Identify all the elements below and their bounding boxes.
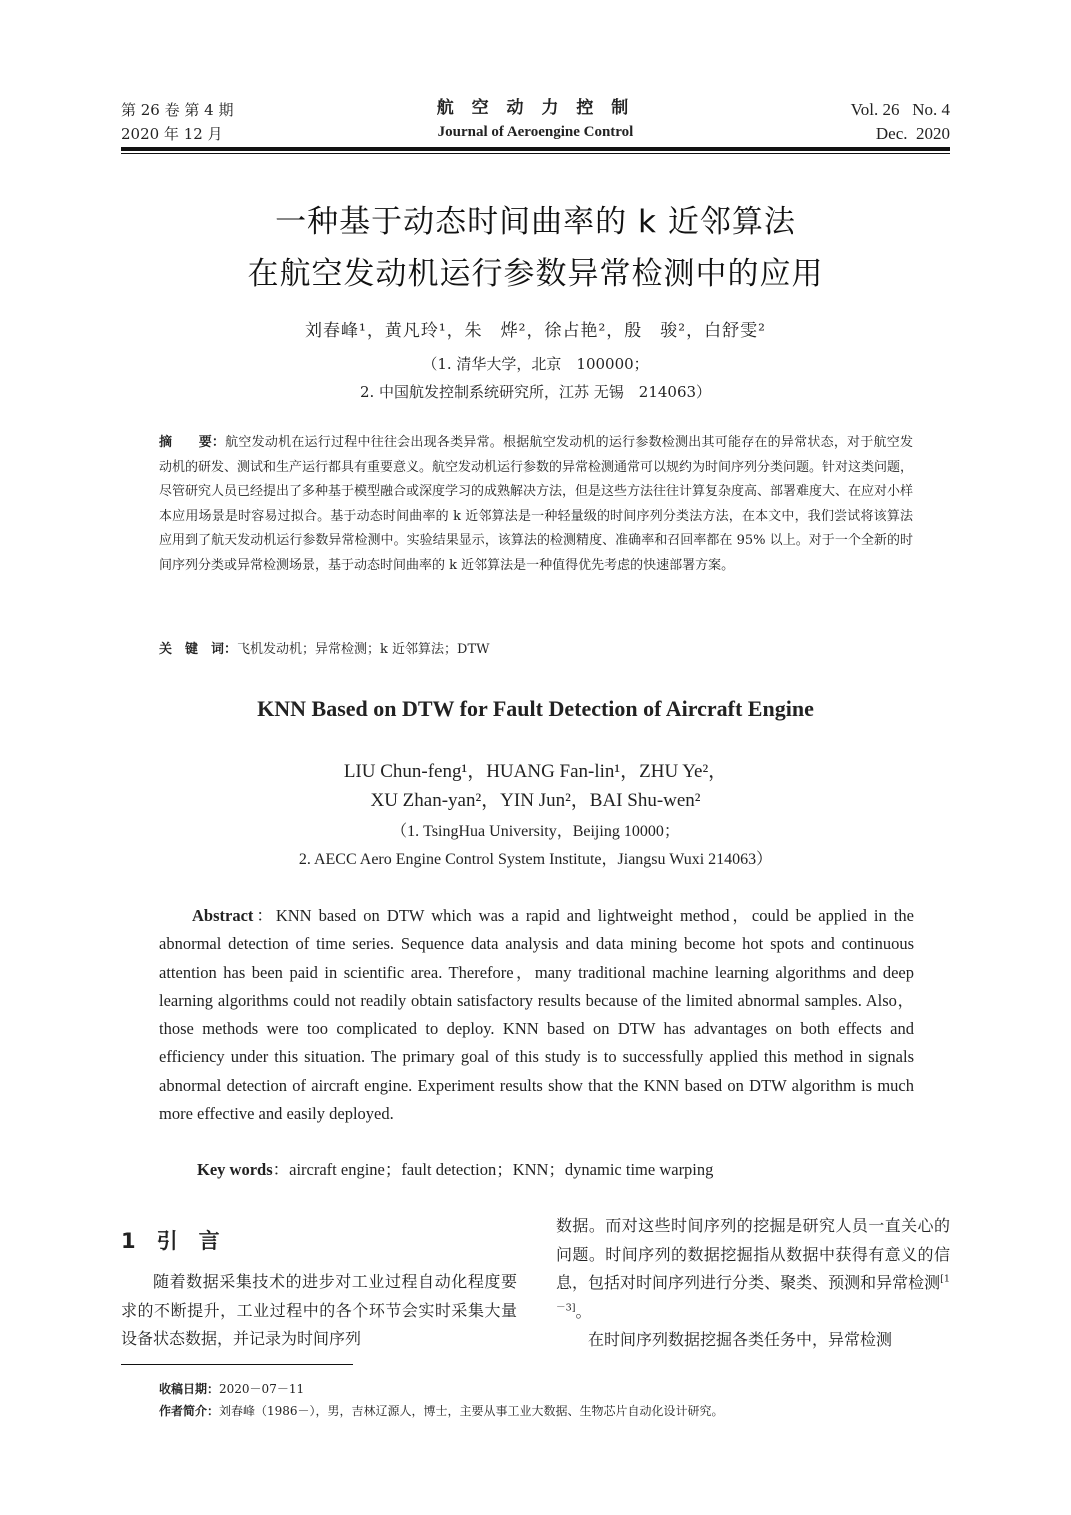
affiliation-en-1: （1. TsingHua University，Beijing 10000；	[391, 823, 680, 840]
abstract-cn	[159, 431, 913, 578]
footnote-rule	[121, 1364, 353, 1365]
keywords-cn-text: 飞机发动机；异常检测；k 近邻算法；DTW	[237, 642, 490, 657]
abstract-en-text: ：KNN based on DTW which was a rapid and lightweight method，could be applied in the abnormal detection of time series. Sequence data analysis and data mining become hot spots and continuous attention has been paid in scientific area. Therefore，many traditional machine learning algorithms and deep learning algorithms could not readily obtain satisfactory results because of the limited abnormal samples. Also，those methods were too complicated to deploy. KNN based on DTW has advantages on both effects and efficiency under this situation. The primary goal of this study is to successfully applied this method in signals abnormal detection of aircraft engine. Experiment results show that the KNN based on DTW algorithm is much more effective and easily deployed.	[159, 906, 914, 1124]
intro-text-right-end: 。	[575, 1301, 592, 1321]
footnote	[159, 1378, 949, 1422]
affiliations-en	[0, 818, 1071, 874]
body-left-column	[121, 1268, 517, 1354]
affiliation-1: （1. 清华大学，北京 100000；	[422, 355, 649, 373]
received-label: 收稿日期：	[159, 1382, 220, 1396]
author-bio-value: 刘春峰（1986－），男，吉林辽源人，博士，主要从事工业大数据、生物芯片自动化设计研究。	[219, 1404, 724, 1418]
abstract-en-label: Abstract	[192, 906, 254, 925]
volume-issue: 第 26 卷 第 4 期	[121, 101, 234, 119]
section-heading: 1 引 言	[121, 1229, 220, 1253]
intro-paragraph-right-2: 在时间序列数据挖掘各类任务中，异常检测	[588, 1330, 893, 1349]
abstract-cn-text: 航空发动机在运行过程中往往会出现各类异常。根据航空发动机的运行参数检测出其可能存在的异常状态，对于航空发动机的研发、测试和生产运行都具有重要意义。航空发动机运行参数的异常检测通常可以规约为时间序列分类问题。针对这类问题，尽管研究人员已经提出了多种基于模型融合或深度学习的成熟解决方法，但是这些方法往往计算复杂度高、部署难度大、在应对小样本应用场景是时容易过拟合。基于动态时间曲率的 k 近邻算法是一种轻量级的时间序列分类法方法，在本文中，我们尝试将该算法应用到了航天发动机运行参数异常检测中。实验结果显示，该算法的检测精度、准确率和召回率都在 95% 以上。对于一个全新的时间序列分类或异常检测场景，基于动态时间曲率的 k 近邻算法是一种值得优先考虑的快速部署方案。	[159, 435, 914, 573]
received-value: 2020－07－11	[219, 1382, 305, 1396]
authors-en	[0, 757, 1071, 815]
paper-title-cn	[0, 196, 1071, 300]
keywords-en-label: Key words	[197, 1160, 273, 1179]
keywords-en-text: ：aircraft engine；fault detection；KNN；dynamic time warping	[272, 1160, 714, 1179]
authors-en-line-2: XU Zhan-yan²，YIN Jun²，BAI Shu-wen²	[370, 790, 701, 811]
title-line-1: 一种基于动态时间曲率的 k 近邻算法	[275, 204, 796, 240]
body-right-column	[556, 1212, 950, 1355]
header-right	[851, 98, 950, 146]
author-bio-label: 作者简介：	[159, 1404, 220, 1418]
intro-paragraph-left: 随着数据采集技术的进步对工业过程自动化程度要求的不断提升，工业过程中的各个环节会实时采集大量设备状态数据，并记录为时间序列	[121, 1272, 517, 1348]
keywords-cn-label: 关 键 词：	[159, 642, 238, 657]
authors-en-line-1: LIU Chun-feng¹，HUANG Fan-lin¹，ZHU Ye²，	[343, 761, 728, 782]
keywords-en	[197, 1156, 917, 1184]
journal-name-en: Journal of Aeroengine Control	[437, 124, 634, 140]
citation-ref: [1－3]	[556, 1273, 950, 1314]
publication-date-en: Dec. 2020	[875, 124, 950, 143]
authors-cn: 刘春峰¹，黄凡玲¹，朱 烨²，徐占艳²，殷 骏²，白舒雯²	[305, 321, 766, 341]
journal-name-cn: 航 空 动 力 控 制	[436, 98, 635, 118]
abstract-en	[159, 902, 914, 1128]
publication-date: 2020 年 12 月	[121, 125, 223, 143]
header-rule-thin	[121, 153, 950, 154]
paper-title-en: KNN Based on DTW for Fault Detection of Aircraft Engine	[257, 696, 814, 721]
intro-text-right: 数据。而对这些时间序列的挖掘是研究人员一直关心的问题。时间序列的数据挖掘指从数据中获得有意义的信息，包括对时间序列进行分类、聚类、预测和异常检测	[556, 1216, 950, 1292]
abstract-cn-label: 摘 要：	[159, 435, 226, 450]
author-bio	[159, 1400, 949, 1422]
affiliations-cn	[0, 350, 1071, 406]
affiliation-en-2: 2. AECC Aero Engine Control System Institute，Jiangsu Wuxi 214063）	[298, 851, 773, 868]
header-rule-thick	[121, 147, 950, 151]
intro-paragraph-right-1	[556, 1212, 950, 1326]
affiliation-2: 2. 中国航发控制系统研究所，江苏 无锡 214063）	[359, 383, 712, 401]
title-line-2: 在航空发动机运行参数异常检测中的应用	[247, 256, 824, 292]
keywords-cn	[159, 638, 913, 662]
volume-issue-en: Vol. 26 No. 4	[850, 100, 950, 119]
received-date	[159, 1378, 949, 1400]
